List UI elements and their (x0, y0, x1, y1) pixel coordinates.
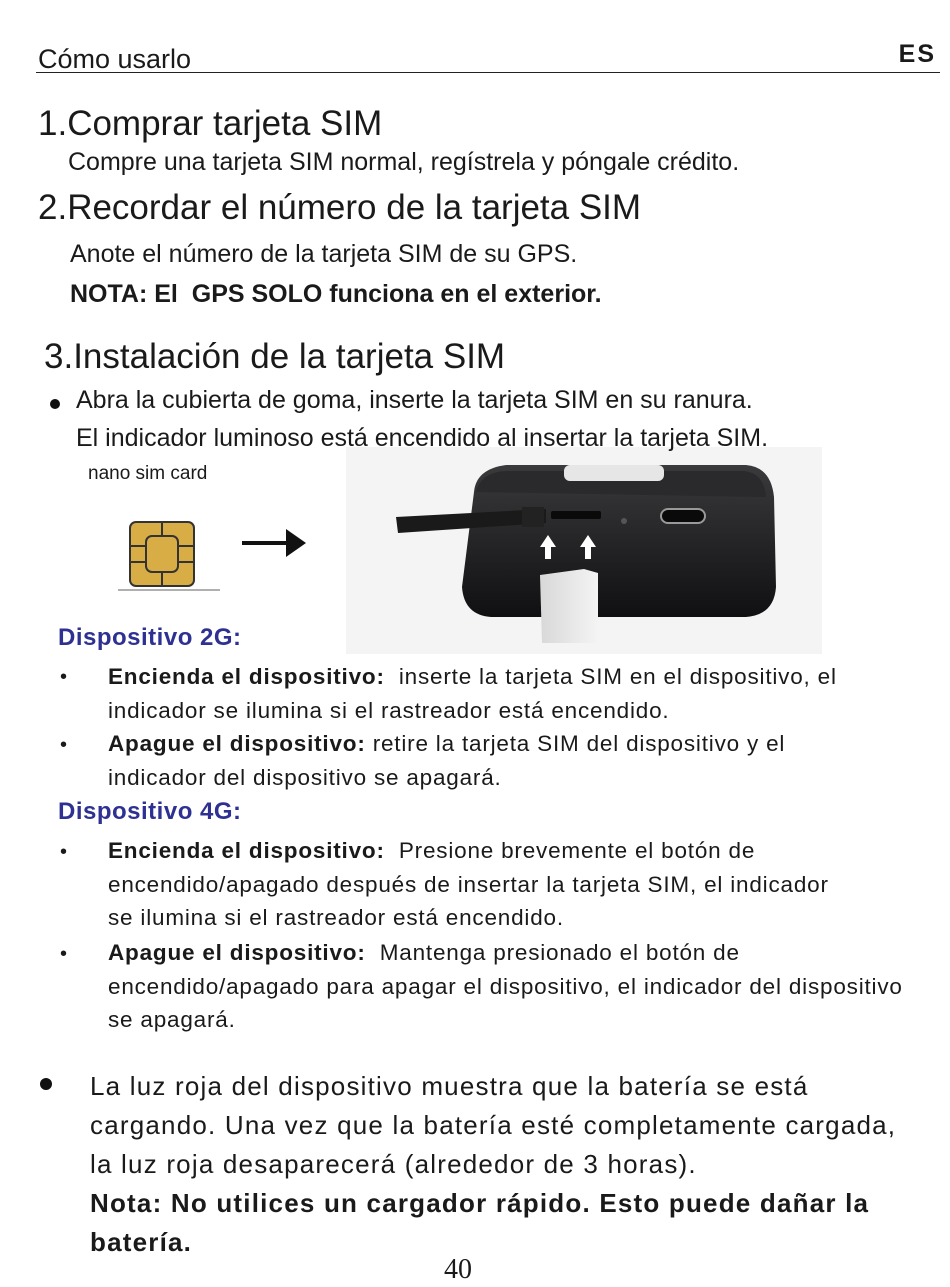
step2-note: NOTA: El GPS SOLO funciona en el exterior. (70, 280, 602, 308)
list-item (108, 660, 928, 727)
device-4g-title: Dispositivo 4G: (58, 798, 242, 825)
bullet-dot (50, 399, 60, 409)
sim-card-icon (118, 516, 220, 594)
battery-text: La luz roja del dispositivo muestra que la batería se está cargando. Una vez que la batería esté completamente cargada, la luz roja desaparecerá (alrededor de 3 horas). (90, 1071, 897, 1179)
step3-heading: 3.Instalación de la tarjeta SIM (44, 337, 506, 376)
list-item (108, 936, 908, 1037)
item-label: Apague el dispositivo: (108, 940, 366, 965)
gps-tracker-icon (346, 447, 822, 654)
header-rule (36, 72, 940, 73)
step2-heading: 2.Recordar el número de la tarjeta SIM (38, 188, 642, 227)
step3-line2: El indicador luminoso está encendido al insertar la tarjeta SIM. (76, 424, 769, 452)
item-text: Presione brevemente el botón de encendido/apagado después de insertar la tarjeta SIM, el indicador se ilumina si el rastreador está encendido. (108, 838, 836, 930)
gps-tracker-device-image (346, 447, 822, 654)
device-2g-title: Dispositivo 2G: (58, 624, 242, 651)
list-item (108, 834, 853, 935)
list-bullet: • (60, 841, 68, 863)
list-bullet: • (60, 734, 68, 756)
item-label: Apague el dispositivo: (108, 731, 366, 756)
bullet-dot (40, 1078, 52, 1090)
arrow-right-icon (242, 525, 308, 561)
step1-heading: 1.Comprar tarjeta SIM (38, 104, 383, 143)
sim-caption: nano sim card (88, 463, 208, 484)
list-item (108, 727, 868, 794)
list-bullet: • (60, 666, 68, 688)
battery-paragraph (90, 1067, 910, 1262)
item-text: retire la tarjeta SIM del dispositivo y el indicador del dispositivo se apagará. (108, 731, 793, 790)
item-label: Encienda el dispositivo: (108, 838, 385, 863)
step2-text: Anote el número de la tarjeta SIM de su GPS. (70, 240, 578, 268)
list-bullet: • (60, 943, 68, 965)
header-title: Cómo usarlo (38, 44, 192, 74)
battery-note: Nota: No utilices un cargador rápido. Esto puede dañar la batería. (90, 1188, 870, 1257)
step3-line1: Abra la cubierta de goma, inserte la tarjeta SIM en su ranura. (76, 386, 753, 414)
page-number: 40 (444, 1254, 472, 1285)
item-text: Mantenga presionado el botón de encendido/apagado para apagar el dispositivo, el indicador del dispositivo se apagará. (108, 940, 910, 1032)
item-text: inserte la tarjeta SIM en el dispositivo, el indicador se ilumina si el rastreador está encendido. (108, 664, 844, 723)
step1-text: Compre una tarjeta SIM normal, regístrela y póngale crédito. (68, 148, 740, 176)
item-label: Encienda el dispositivo: (108, 664, 385, 689)
language-badge: ES (898, 40, 936, 68)
